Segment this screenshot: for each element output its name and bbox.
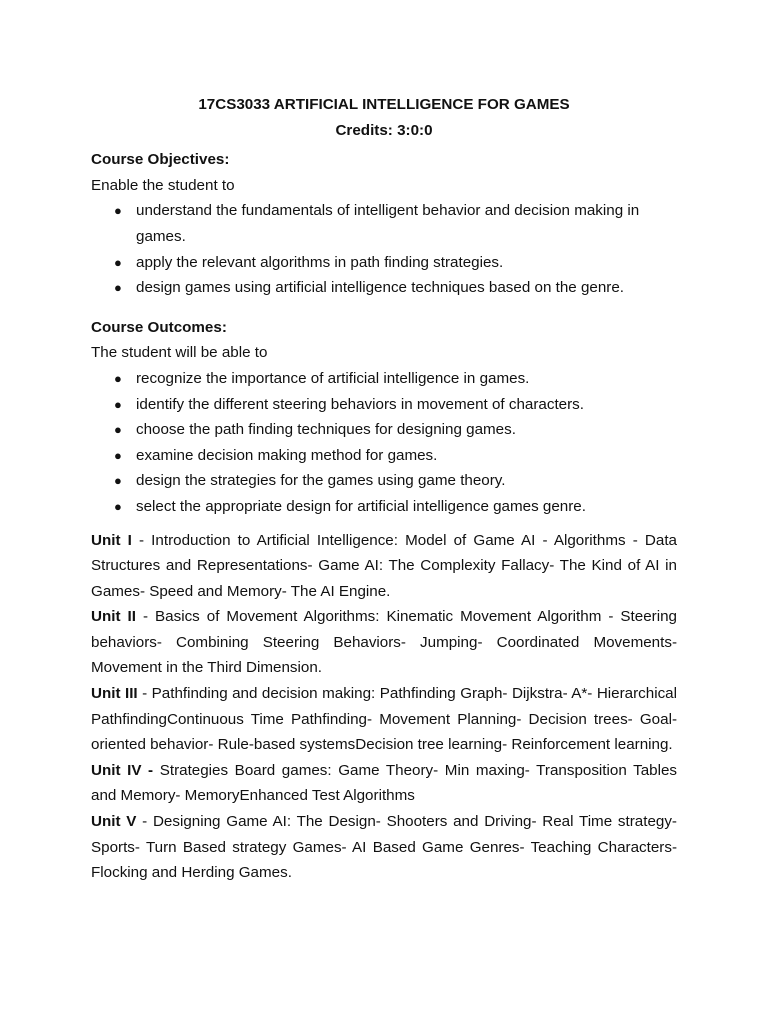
objectives-intro: Enable the student to xyxy=(91,176,235,194)
list-item: ● design games using artificial intelligence techniques based on the genre. xyxy=(91,275,677,301)
bullet-icon: ● xyxy=(114,203,122,219)
list-item: ● recognize the importance of artificial intelligence in games. xyxy=(91,366,677,392)
list-item: ● identify the different steering behaviors in movement of characters. xyxy=(91,392,677,418)
objectives-heading: Course Objectives: xyxy=(91,151,230,169)
unit-label: Unit III xyxy=(91,685,138,703)
list-item: ● understand the fundamentals of intelligent behavior and decision making in games. xyxy=(91,198,677,249)
list-item: ● apply the relevant algorithms in path finding strategies. xyxy=(91,250,677,276)
list-item: ● select the appropriate design for artificial intelligence games genre. xyxy=(91,494,677,520)
unit-3 xyxy=(91,681,677,758)
unit-label: Unit I xyxy=(91,531,132,549)
unit-5 xyxy=(91,809,677,886)
title-block xyxy=(91,92,677,143)
unit-1 xyxy=(91,528,677,605)
outcomes-list xyxy=(91,366,677,520)
bullet-icon: ● xyxy=(114,498,122,514)
bullet-icon: ● xyxy=(114,447,122,463)
bullet-icon: ● xyxy=(114,473,122,489)
unit-text: Strategies Board games: Game Theory- Min maxing- Transposition Tables and Memory- MemoryEnhanced Test Algorithms xyxy=(91,761,678,805)
unit-text: - Pathfinding and decision making: Pathfinding Graph- Dijkstra- A*- Hierarchical PathfindingContinuous Time Pathfinding- Movement Planning- Decision trees- Goal-oriented behavior- Rule-based systemsDecision tree learning- Reinforcement learning. xyxy=(91,685,677,754)
bullet-icon: ● xyxy=(114,422,122,438)
outcomes-intro: The student will be able to xyxy=(91,344,268,362)
list-item: ● design the strategies for the games using game theory. xyxy=(91,468,677,494)
list-item: ● examine decision making method for games. xyxy=(91,443,677,469)
bullet-icon: ● xyxy=(114,254,122,270)
objectives-list xyxy=(91,198,677,300)
bullet-icon: ● xyxy=(114,370,122,386)
course-title: 17CS3033 ARTIFICIAL INTELLIGENCE FOR GAMES xyxy=(198,96,570,113)
bullet-icon: ● xyxy=(114,280,122,296)
unit-text: - Introduction to Artificial Intelligence: Model of Game AI - Algorithms - Data Structures and Representations- Game AI: The Complexity Fallacy- The Kind of AI in Games- Speed and Memory- The AI Engine. xyxy=(91,531,677,600)
unit-label: Unit IV - xyxy=(91,761,154,779)
unit-label: Unit V xyxy=(91,813,137,831)
unit-text: - Designing Game AI: The Design- Shooters and Driving- Real Time strategy-Sports- Turn Based strategy Games- AI Based Game Genres- Teaching Characters-Flocking and Herding Games. xyxy=(91,813,677,882)
unit-label: Unit II xyxy=(91,608,136,626)
document-page xyxy=(91,92,677,886)
unit-4 xyxy=(91,758,677,809)
course-credits: Credits: 3:0:0 xyxy=(335,121,433,139)
units-section xyxy=(91,528,677,886)
unit-text: - Basics of Movement Algorithms: Kinematic Movement Algorithm - Steering behaviors- Combining Steering Behaviors- Jumping- Coordinated Movements- Movement in the Third Dimension. xyxy=(91,608,677,677)
outcomes-heading: Course Outcomes: xyxy=(91,318,227,336)
unit-2 xyxy=(91,604,677,681)
bullet-icon: ● xyxy=(114,396,122,412)
list-item: ● choose the path finding techniques for designing games. xyxy=(91,417,677,443)
